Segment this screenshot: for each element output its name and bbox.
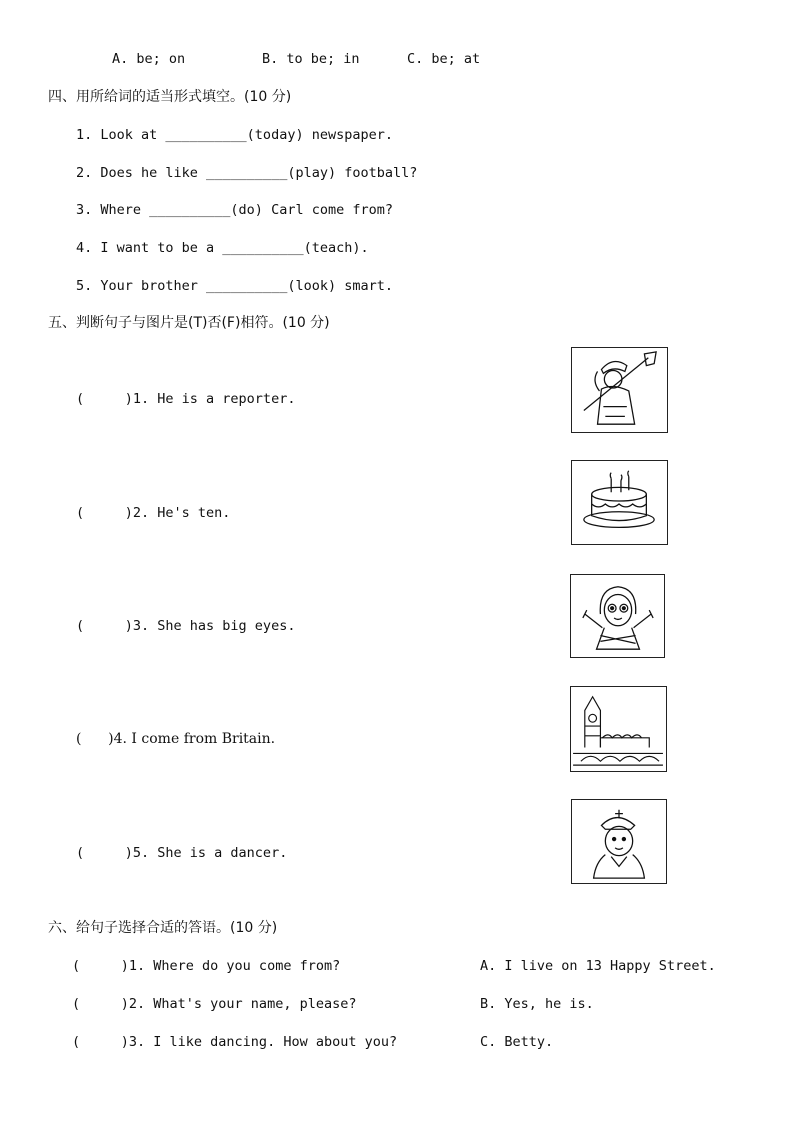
option-a: A. be; on — [112, 51, 186, 67]
option-c: C. be; at — [407, 51, 481, 67]
section6-heading: 六、给句子选择合适的答语。(10 分) — [48, 920, 278, 936]
big-ben-icon — [570, 686, 667, 772]
birthday-cake-icon — [571, 460, 668, 545]
section5-heading: 五、判断句子与图片是(T)否(F)相符。(10 分) — [48, 315, 330, 331]
section5-item-2: ( )2. He's ten. — [76, 505, 231, 521]
section4-item-2: 2. Does he like __________(play) football? — [76, 165, 418, 181]
farmer-with-shovel-icon — [571, 347, 668, 433]
section5-item-1: ( )1. He is a reporter. — [76, 391, 296, 407]
section4-item-5: 5. Your brother __________(look) smart. — [76, 278, 393, 294]
girl-big-eyes-icon — [570, 574, 665, 658]
section6-question-2: ( )2. What's your name, please? — [72, 996, 357, 1012]
section4-item-1: 1. Look at __________(today) newspaper. — [76, 127, 393, 143]
option-b: B. to be; in — [262, 51, 360, 67]
section5-item-3: ( )3. She has big eyes. — [76, 618, 296, 634]
section4-item-3: 3. Where __________(do) Carl come from? — [76, 202, 393, 218]
section5-item-5: ( )5. She is a dancer. — [76, 845, 288, 861]
section5-item-4: ( )4. I come from Britain. — [76, 731, 276, 747]
section6-answer-b: B. Yes, he is. — [480, 996, 594, 1012]
section6-answer-a: A. I live on 13 Happy Street. — [480, 958, 716, 974]
section6-answer-c: C. Betty. — [480, 1034, 554, 1050]
section4-heading: 四、用所给词的适当形式填空。(10 分) — [48, 89, 292, 105]
section4-item-4: 4. I want to be a __________(teach). — [76, 240, 369, 256]
section6-question-3: ( )3. I like dancing. How about you? — [72, 1034, 398, 1050]
section6-question-1: ( )1. Where do you come from? — [72, 958, 341, 974]
nurse-icon — [571, 799, 667, 884]
